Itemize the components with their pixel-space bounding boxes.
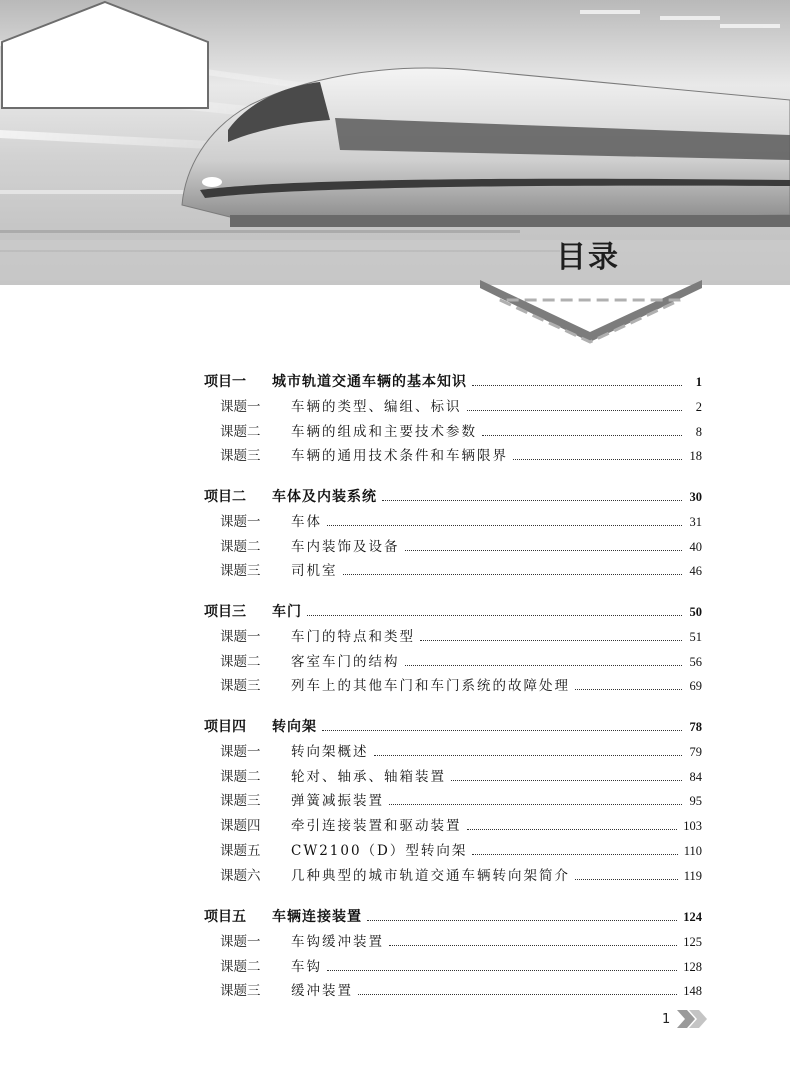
- dot-leader: [327, 969, 677, 971]
- lesson-title: 牵引连接装置和驱动装置: [291, 818, 462, 835]
- dot-leader: [322, 729, 682, 731]
- dot-leader: [513, 458, 682, 460]
- chevron-decoration: [480, 280, 710, 350]
- lesson-page-number: 119: [683, 868, 702, 883]
- lesson-page-number: 128: [683, 959, 702, 974]
- lesson-label: 课题一: [220, 743, 261, 760]
- lesson-page-number: 125: [683, 934, 702, 949]
- project-title: 转向架: [272, 719, 317, 735]
- lesson-page-number: 46: [689, 564, 702, 579]
- project-page-number: 1: [695, 375, 702, 389]
- lesson-title: 车内装饰及设备: [291, 538, 400, 555]
- project-title: 车门: [272, 604, 302, 620]
- lesson-page-number: 56: [689, 654, 702, 669]
- project-label: 项目四: [204, 719, 246, 735]
- lesson-page-number: 31: [689, 514, 702, 529]
- lesson-title: 车门的特点和类型: [291, 628, 415, 645]
- toc-lesson-row[interactable]: [220, 929, 702, 951]
- project-label: 项目二: [204, 489, 246, 505]
- double-chevron-icon: [677, 1010, 707, 1028]
- lesson-title: 列车上的其他车门和车门系统的故障处理: [291, 678, 570, 695]
- lesson-label: 课题一: [220, 513, 261, 530]
- dot-leader: [367, 919, 677, 921]
- project-label: 项目一: [204, 374, 246, 390]
- lesson-page-number: 40: [689, 539, 702, 554]
- dot-leader: [405, 664, 683, 666]
- lesson-label: 课题二: [220, 958, 261, 975]
- lesson-title: 司机室: [291, 563, 338, 580]
- toc-lesson-row[interactable]: [220, 649, 702, 671]
- lesson-label: 课题二: [220, 653, 261, 670]
- lesson-label: 课题二: [220, 538, 261, 555]
- dot-leader: [307, 614, 682, 616]
- toc-lesson-row[interactable]: [220, 788, 702, 810]
- lesson-page-number: 84: [689, 769, 702, 784]
- dot-leader: [467, 409, 683, 411]
- toc-lesson-row[interactable]: [220, 764, 702, 786]
- lesson-page-number: 103: [683, 819, 702, 834]
- lesson-title: 车辆的类型、编组、标识: [291, 398, 462, 415]
- toc-lesson-row[interactable]: [220, 419, 702, 441]
- lesson-title: 车钩缓冲装置: [291, 933, 384, 950]
- lesson-title: 车辆的组成和主要技术参数: [291, 423, 477, 440]
- lesson-page-number: 2: [695, 399, 702, 414]
- dot-leader: [389, 944, 677, 946]
- lesson-page-number: 18: [689, 449, 702, 464]
- toc-lesson-row[interactable]: [220, 813, 702, 835]
- dot-leader: [389, 803, 682, 805]
- lesson-page-number: 110: [683, 844, 702, 858]
- dot-leader: [467, 828, 678, 830]
- lesson-title: 轮对、轴承、轴箱装置: [291, 768, 446, 785]
- project-page-number: 78: [689, 720, 702, 734]
- title-box: [0, 0, 210, 110]
- project-title: 城市轨道交通车辆的基本知识: [272, 374, 467, 390]
- lesson-title: 缓冲装置: [291, 983, 353, 1000]
- lesson-label: 课题三: [220, 448, 261, 465]
- toc-project-row[interactable]: [204, 904, 702, 926]
- toc-lesson-row[interactable]: [220, 443, 702, 465]
- page-number: 1: [662, 1012, 671, 1027]
- toc-lesson-row[interactable]: [220, 509, 702, 531]
- lesson-page-number: 51: [689, 629, 702, 644]
- project-title: 车辆连接装置: [272, 909, 362, 925]
- toc-lesson-row[interactable]: [220, 394, 702, 416]
- lesson-page-number: 8: [695, 424, 702, 439]
- project-label: 项目五: [204, 909, 246, 925]
- toc-lesson-row[interactable]: [220, 978, 702, 1000]
- toc-lesson-row[interactable]: [220, 673, 702, 695]
- dot-leader: [327, 524, 682, 526]
- toc-lesson-row[interactable]: [220, 534, 702, 556]
- toc-project-row[interactable]: [204, 714, 702, 736]
- project-page-number: 30: [689, 490, 702, 504]
- toc-lesson-row[interactable]: [220, 739, 702, 761]
- lesson-label: 课题一: [220, 628, 261, 645]
- project-label: 项目三: [204, 604, 246, 620]
- dot-leader: [482, 434, 682, 436]
- lesson-page-number: 95: [689, 794, 702, 809]
- lesson-title: 车钩: [291, 958, 322, 975]
- lesson-label: 课题六: [220, 867, 261, 884]
- dot-leader: [575, 878, 678, 880]
- lesson-title: 客室车门的结构: [291, 653, 400, 670]
- lesson-label: 课题二: [220, 768, 261, 785]
- project-title: 车体及内装系统: [272, 489, 377, 505]
- dot-leader: [374, 754, 683, 756]
- lesson-title: CW2100（D）型转向架: [291, 843, 468, 859]
- dot-leader: [358, 993, 677, 995]
- lesson-page-number: 79: [689, 744, 702, 759]
- dot-leader: [575, 688, 682, 690]
- dot-leader: [451, 779, 682, 781]
- lesson-title: 弹簧减振装置: [291, 793, 384, 810]
- lesson-title: 几种典型的城市轨道交通车辆转向架简介: [291, 867, 570, 884]
- project-page-number: 50: [689, 605, 702, 619]
- dot-leader: [472, 853, 677, 855]
- toc-lesson-row[interactable]: [220, 954, 702, 976]
- dot-leader: [405, 549, 683, 551]
- lesson-label: 课题三: [220, 983, 261, 1000]
- page-title: 目录: [556, 240, 620, 275]
- dot-leader: [420, 639, 682, 641]
- lesson-label: 课题三: [220, 793, 261, 810]
- lesson-title: 车体: [291, 513, 322, 530]
- toc-lesson-row[interactable]: [220, 558, 702, 580]
- lesson-label: 课题四: [220, 818, 261, 835]
- lesson-label: 课题三: [220, 678, 261, 695]
- lesson-page-number: 69: [689, 679, 702, 694]
- dot-leader: [382, 499, 682, 501]
- lesson-label: 课题一: [220, 398, 261, 415]
- lesson-label: 课题二: [220, 423, 261, 440]
- lesson-title: 车辆的通用技术条件和车辆限界: [291, 448, 508, 465]
- toc-project-row[interactable]: [204, 599, 702, 621]
- lesson-label: 课题五: [220, 843, 261, 859]
- dot-leader: [343, 573, 683, 575]
- toc-project-row[interactable]: [204, 484, 702, 506]
- lesson-page-number: 148: [683, 984, 702, 999]
- toc-lesson-row[interactable]: [220, 863, 702, 885]
- lesson-title: 转向架概述: [291, 743, 369, 760]
- toc-project-row[interactable]: [204, 369, 702, 391]
- toc-lesson-row[interactable]: [220, 838, 702, 860]
- lesson-label: 课题三: [220, 563, 261, 580]
- dot-leader: [472, 384, 682, 386]
- toc-lesson-row[interactable]: [220, 624, 702, 646]
- lesson-label: 课题一: [220, 933, 261, 950]
- project-page-number: 124: [683, 910, 702, 924]
